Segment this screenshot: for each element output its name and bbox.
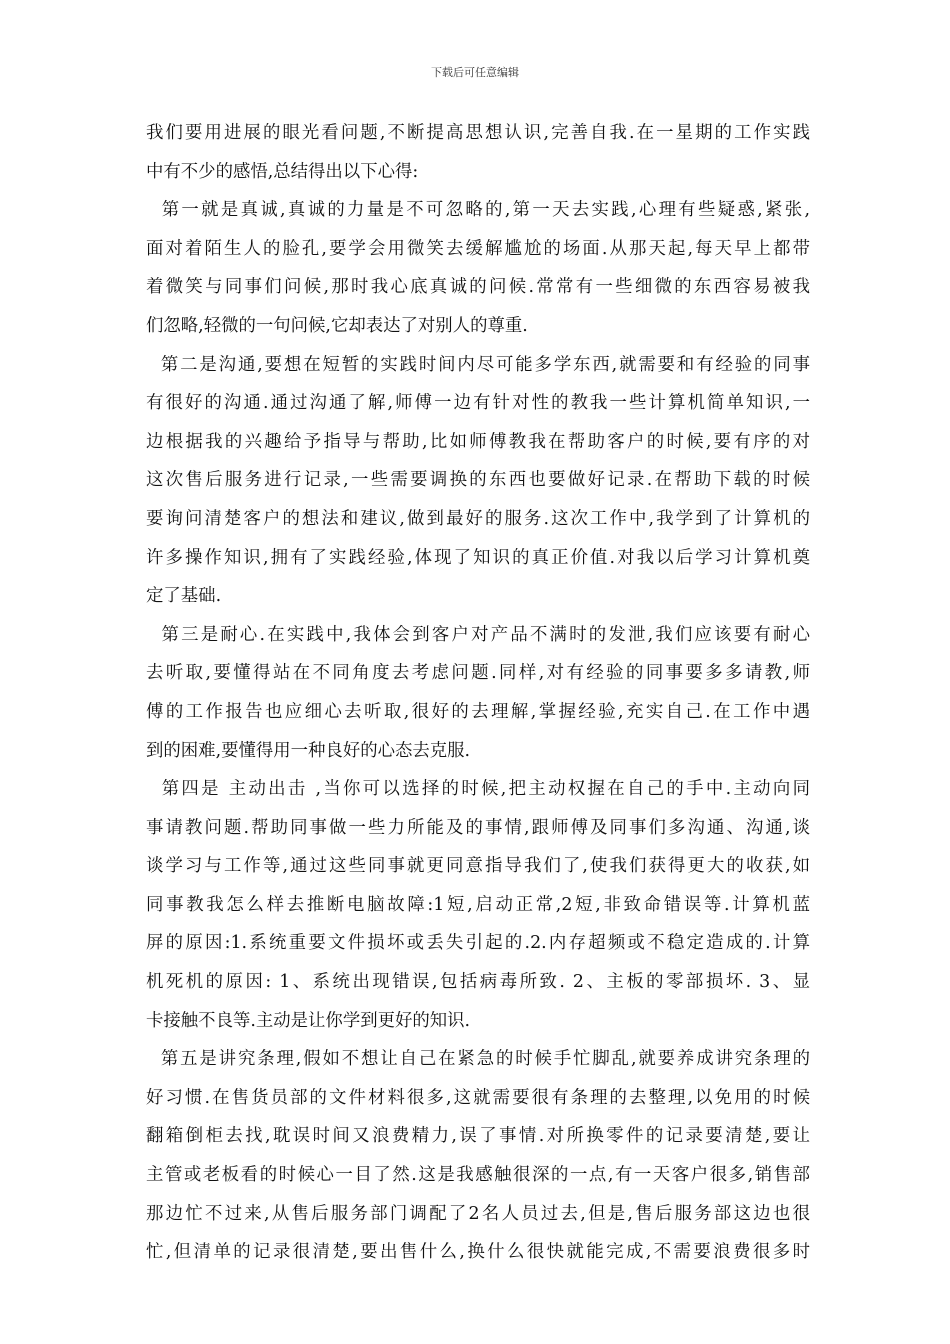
text-line: 着微笑与同事们问候,那时我心底真诚的问候.常常有一些细微的东西容易被我 <box>146 277 810 298</box>
text-line: 卡接触不良等.主动是让你学到更好的知识. <box>146 1010 471 1031</box>
text-line: 翻箱倒柜去找,耽误时间又浪费精力,误了事情.对所换零件的记录要清楚,要让 <box>146 1126 810 1147</box>
body-text <box>146 114 810 1272</box>
text-line: 忙,但清单的记录很清楚,要出售什么,换什么很快就能完成,不需要浪费很多时 <box>146 1242 810 1263</box>
text-line: 第四是 主动出击 ,当你可以选择的时候,把主动权握在自己的手中.主动向同 <box>146 779 810 800</box>
text-line: 傅的工作报告也应细心去听取,很好的去理解,掌握经验,充实自己.在工作中遇 <box>146 701 810 722</box>
text-line: 谈学习与工作等,通过这些同事就更同意指导我们了,使我们获得更大的收获,如 <box>146 856 810 877</box>
text-line: 要询问清楚客户的想法和建议,做到最好的服务.这次工作中,我学到了计算机的 <box>146 508 810 529</box>
text-line: 边根据我的兴趣给予指导与帮助,比如师傅教我在帮助客户的时候,要有序的对 <box>146 431 810 452</box>
text-line: 那边忙不过来,从售后服务部门调配了2名人员过去,但是,售后服务部这边也很 <box>146 1203 810 1224</box>
text-line: 许多操作知识,拥有了实践经验,体现了知识的真正价值.对我以后学习计算机奠 <box>146 547 810 568</box>
text-line: 好习惯.在售货员部的文件材料很多,这就需要很有条理的去整理,以免用的时候 <box>146 1087 810 1108</box>
text-line: 定了基础. <box>146 586 222 607</box>
text-line: 这次售后服务进行记录,一些需要调换的东西也要做好记录.在帮助下载的时候 <box>146 470 810 491</box>
text-line: 主管或老板看的时候心一目了然.这是我感触很深的一点,有一天客户很多,销售部 <box>146 1165 810 1186</box>
text-line: 第三是耐心.在实践中,我体会到客户对产品不满时的发泄,我们应该要有耐心 <box>146 624 810 645</box>
text-line: 第一就是真诚,真诚的力量是不可忽略的,第一天去实践,心理有些疑惑,紧张, <box>146 200 810 221</box>
text-line: 们忽略,轻微的一句问候,它却表达了对别人的尊重. <box>146 315 528 336</box>
text-line: 面对着陌生人的脸孔,要学会用微笑去缓解尴尬的场面.从那天起,每天早上都带 <box>146 238 810 259</box>
text-line: 去听取,要懂得站在不同角度去考虑问题.同样,对有经验的同事要多多请教,师 <box>146 663 810 684</box>
text-line: 我们要用进展的眼光看问题,不断提高思想认识,完善自我.在一星期的工作实践 <box>146 123 810 143</box>
page-header: 下载后可任意编辑 <box>431 66 519 79</box>
text-line: 同事教我怎么样去推断电脑故障:1短,启动正常,2短,非致命错误等.计算机蓝 <box>146 894 810 915</box>
text-line: 第五是讲究条理,假如不想让自己在紧急的时候手忙脚乱,就要养成讲究条理的 <box>146 1049 810 1070</box>
text-line: 有很好的沟通.通过沟通了解,师傅一边有针对性的教我一些计算机简单知识,一 <box>146 393 810 414</box>
text-line: 事请教问题.帮助同事做一些力所能及的事情,跟师傅及同事们多沟通、沟通,谈 <box>146 817 810 838</box>
text-line: 机死机的原因: 1、系统出现错误,包括病毒所致. 2、主板的零部损坏. 3、显 <box>146 972 810 993</box>
text-line: 中有不少的感悟,总结得出以下心得: <box>146 161 419 182</box>
text-line: 第二是沟通,要想在短暂的实践时间内尽可能多学东西,就需要和有经验的同事 <box>146 354 810 375</box>
text-line: 屏的原因:1.系统重要文件损坏或丢失引起的.2.内存超频或不稳定造成的.计算 <box>146 933 810 954</box>
text-line: 到的困难,要懂得用一种良好的心态去克服. <box>146 740 471 761</box>
